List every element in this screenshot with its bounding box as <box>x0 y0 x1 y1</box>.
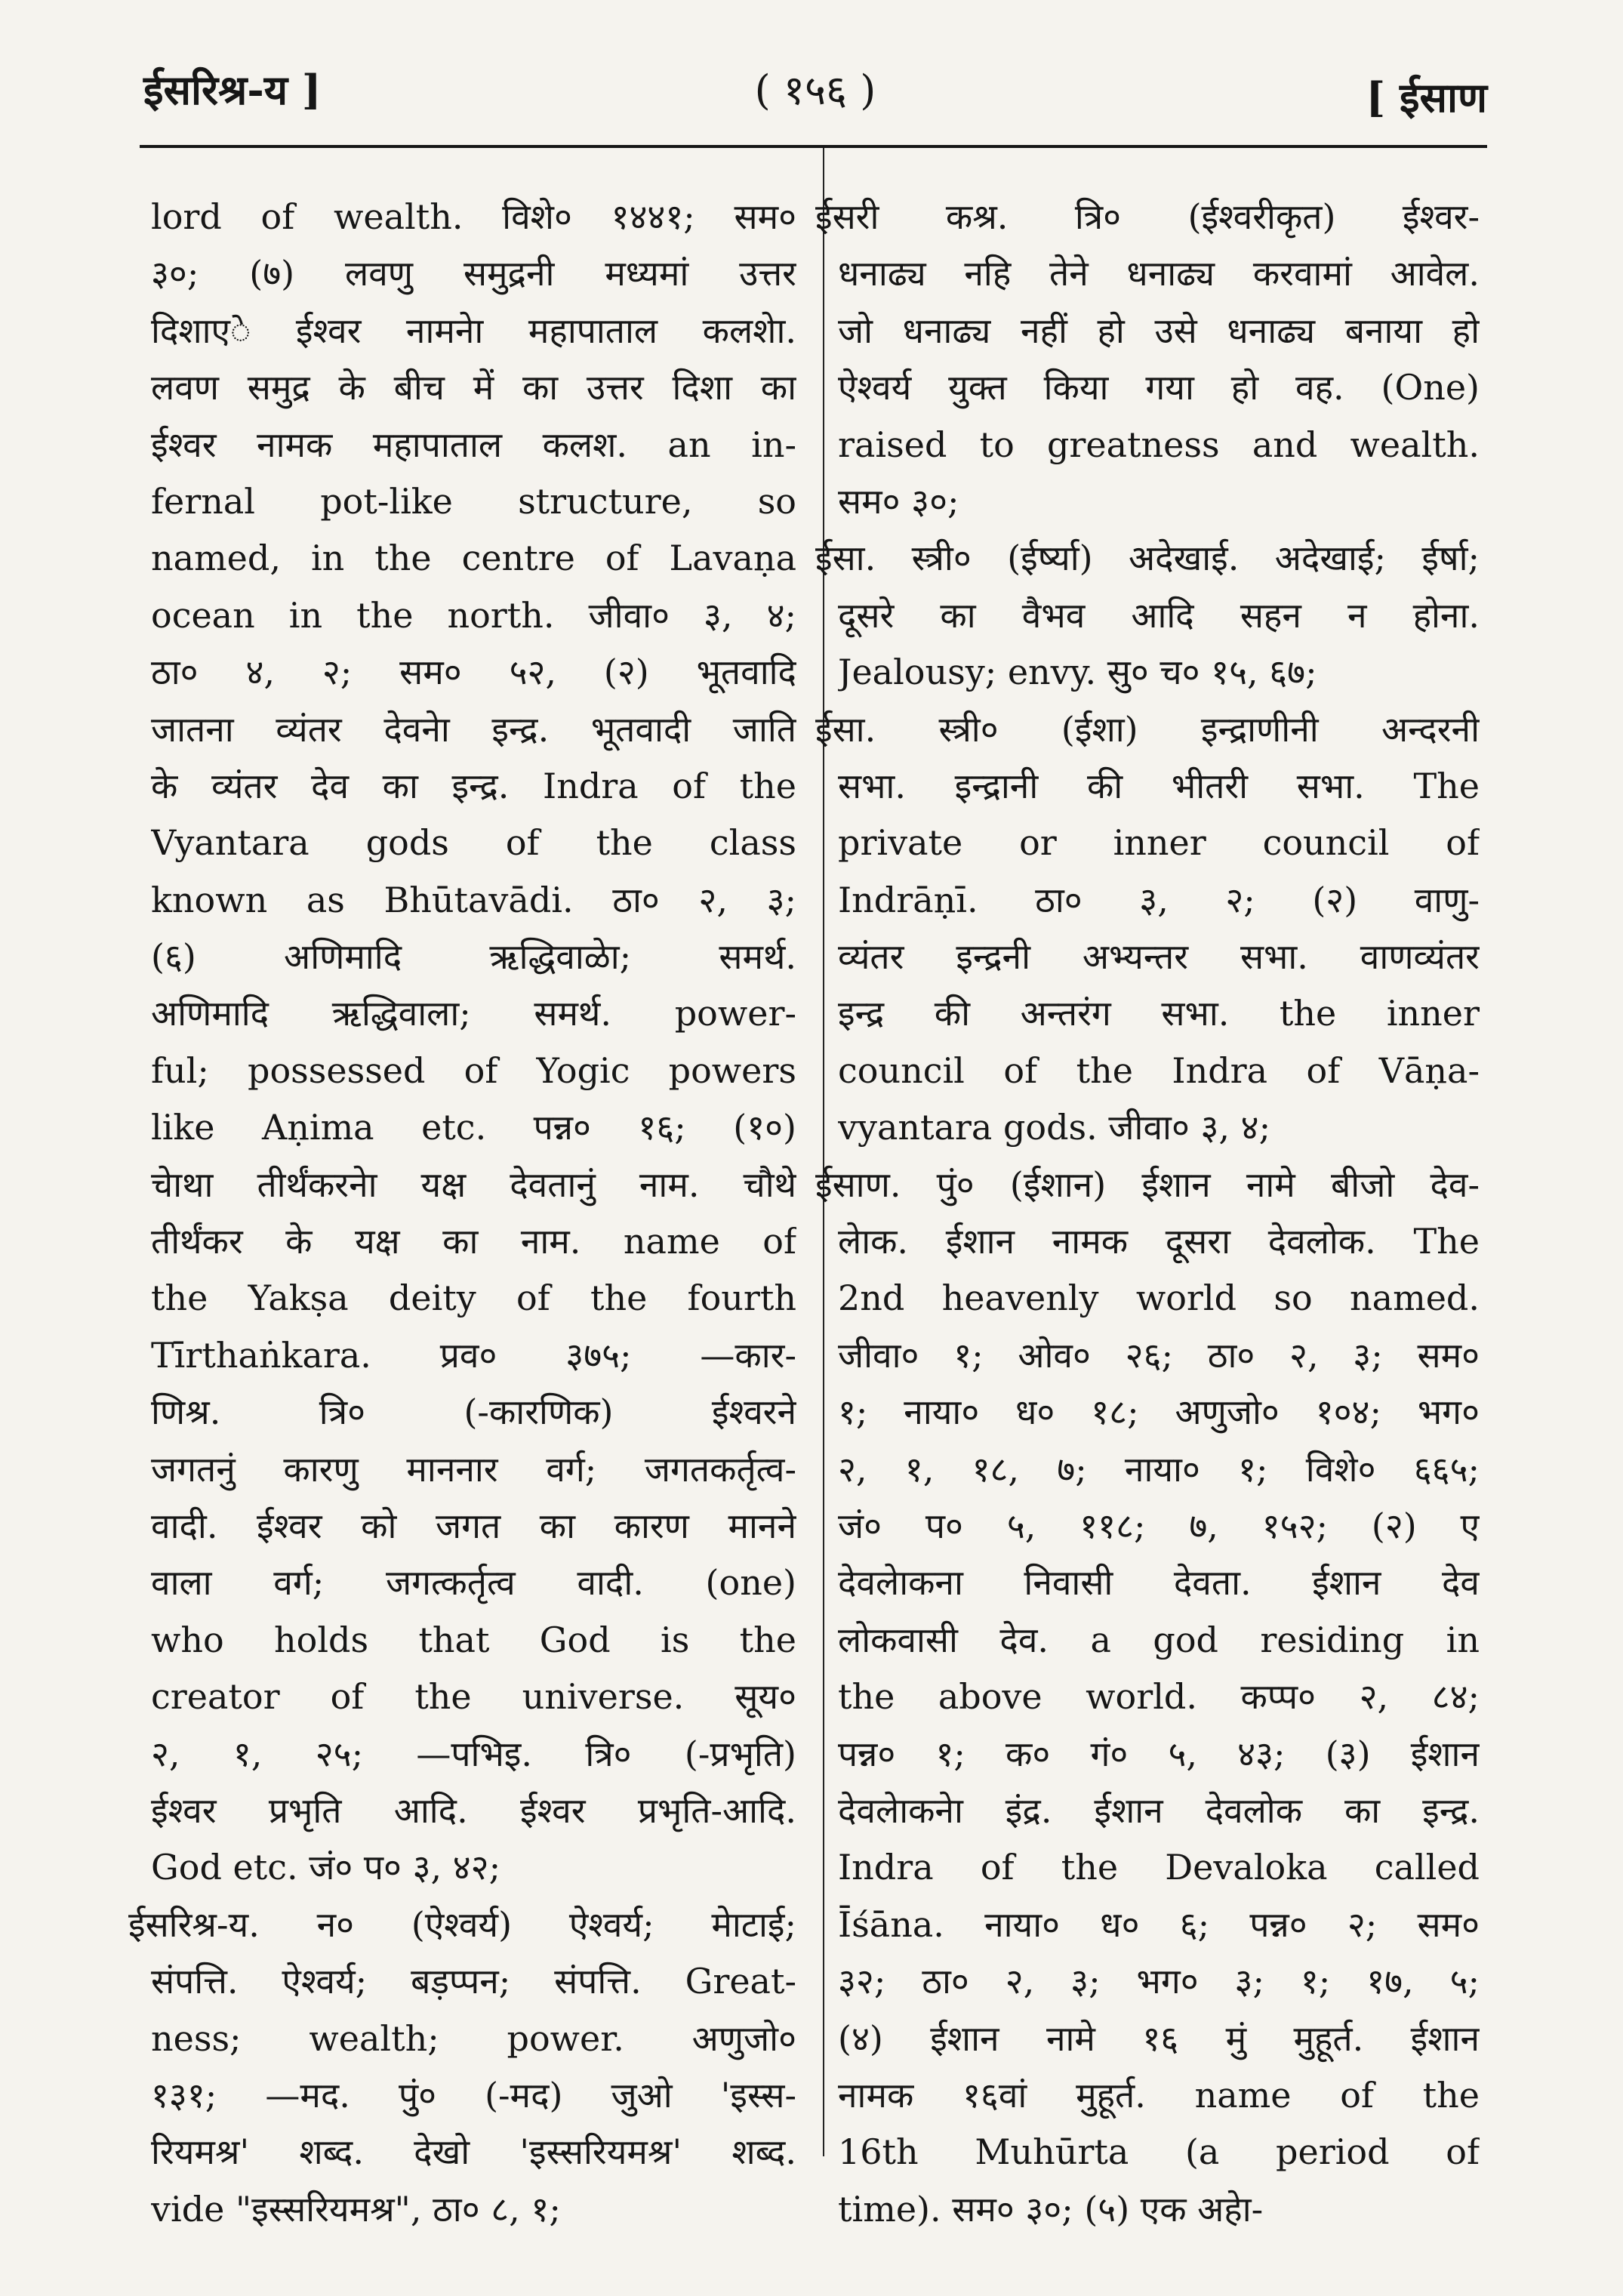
text-line: १३१; —मद. पुं० (-मद) जुओ 'इस्स- <box>151 2074 796 2116</box>
text-line: like Aṇima etc. पन्न० १६; (१०) <box>151 1107 796 1148</box>
text-line: Jealousy; envy. सु० च० १५, ६७; <box>838 652 1317 693</box>
text-line: व्यंतर इन्द्रनी अभ्यन्तर सभा. वाणव्यंतर <box>838 936 1480 978</box>
page-header <box>143 45 1487 143</box>
text-line: नामक १६वां मुहूर्त. name of the <box>838 2074 1480 2116</box>
text-line: who holds that God is the <box>151 1619 796 1660</box>
text-line: God etc. जं० प० ३, ४२; <box>151 1847 501 1888</box>
text-line: धनाढ्य नहि तेने धनाढ्य करवामां आवेल. <box>838 253 1480 294</box>
left-column <box>128 189 796 2238</box>
right-column <box>815 189 1480 2238</box>
text-line: Indrāṇī. ठा० ३, २; (२) वाणु- <box>838 879 1480 920</box>
text-line: दूसरे का वैभव आदि सहन न होना. <box>838 594 1480 636</box>
text-line: fernal pot-like structure, so <box>151 480 796 522</box>
text-line: ईश्वर प्रभृति आदि. ईश्वर प्रभृति-आदि. <box>151 1789 796 1831</box>
text-line: जगतनुं कारणु माननार वर्ग; जगतकर्तृत्व- <box>151 1448 796 1490</box>
text-line: ness; wealth; power. अणुजो० <box>151 2017 796 2059</box>
text-line: जीवा० १; ओव० २६; ठा० २, ३; सम० <box>838 1334 1480 1376</box>
text-line: अणिमादि ऋद्धिवाला; समर्थ. power- <box>151 993 796 1034</box>
text-line: इन्द्र की अन्तरंग सभा. the inner <box>838 993 1480 1034</box>
text-line: vide "इस्सरियमश्र", ठा० ८, १; <box>151 2188 561 2230</box>
text-line: ईसरी कश्र. त्रि० (ईश्वरीकृत) ईश्वर- <box>815 196 1480 237</box>
text-line: संपत्ति. ऐश्वर्य; बड़प्पन; संपत्ति. Great- <box>151 1961 796 2002</box>
text-line: ocean in the north. जीवा० ३, ४; <box>151 594 796 636</box>
text-line: णिश्र. त्रि० (-कारणिक) ईश्वरने <box>151 1391 796 1433</box>
text-line: Indra of the Devaloka called <box>838 1847 1480 1888</box>
text-line: named, in the centre of Lavaṇa <box>151 538 796 579</box>
text-line: creator of the universe. सूय० <box>151 1676 796 1718</box>
text-line: ईसाण. पुं० (ईशान) ईशान नामे बीजो देव- <box>815 1163 1480 1205</box>
text-line: २, १, १८, ७; नाया० १; विशे० ६६५; <box>838 1448 1480 1490</box>
text-line: देवलेाकनेा इंद्र. ईशान देवलोक का इन्द्र. <box>838 1789 1480 1831</box>
text-line: ऐश्वर्य युक्त किया गया हो वह. (One) <box>838 367 1480 408</box>
text-line: जं० प० ५, ११८; ७, १५२; (२) ए <box>838 1505 1480 1546</box>
text-line: देवलेाकना निवासी देवता. ईशान देव <box>838 1562 1480 1604</box>
text-line: 2nd heavenly world so named. <box>838 1277 1480 1319</box>
text-line: पन्न० १; क० गं० ५, ४३; (३) ईशान <box>838 1733 1480 1774</box>
text-line: council of the Indra of Vāṇa- <box>838 1049 1480 1091</box>
text-line: 16th Muhūrta (a period of <box>838 2131 1480 2173</box>
text-line: लेाक. ईशान नामक दूसरा देवलोक. The <box>838 1221 1480 1262</box>
text-line: ३२; ठा० २, ३; भग० ३; १; १७, ५; <box>838 1961 1480 2002</box>
text-line: private or inner council of <box>838 822 1480 864</box>
text-line: लवण समुद्र के बीच में का उत्तर दिशा का <box>151 367 796 408</box>
text-line: time). सम० ३०; (५) एक अहेा- <box>838 2188 1264 2230</box>
text-line: ईसा. स्त्री० (ईशा) इन्द्राणीनी अन्दरनी <box>815 708 1480 750</box>
text-line: के व्यंतर देव का इन्द्र. Indra of the <box>151 765 796 806</box>
text-line: known as Bhūtavādi. ठा० २, ३; <box>151 879 796 920</box>
text-line: (६) अणिमादि ऋद्धिवाळेा; समर्थ. <box>151 936 796 978</box>
header-right-guideword: [ ईसाण <box>1366 73 1487 122</box>
text-line: Vyantara gods of the class <box>151 822 796 864</box>
text-line: the Yakṣa deity of the fourth <box>151 1277 796 1319</box>
text-line: ३०; (७) लवणु समुद्रनी मध्यमां उत्तर <box>151 253 796 294</box>
text-line: दिशाएे ईश्वर नामनेा महापाताल कलशेा. <box>151 310 796 351</box>
text-line: लोकवासी देव. a god residing in <box>838 1619 1480 1660</box>
text-line: २, १, २५; —पभिइ. त्रि० (-प्रभृति) <box>151 1733 796 1774</box>
text-line: Tīrthaṅkara. प्रव० ३७५; —कार- <box>151 1334 796 1376</box>
text-line: vyantara gods. जीवा० ३, ४; <box>838 1107 1271 1148</box>
text-line: तीर्थंकर के यक्ष का नाम. name of <box>151 1221 796 1262</box>
page-number: ( १५६ ) <box>754 66 876 114</box>
text-line: वादी. ईश्वर को जगत का कारण मानने <box>151 1505 796 1546</box>
text-line: सभा. इन्द्रानी की भीतरी सभा. The <box>838 765 1480 806</box>
text-line: जातना व्यंतर देवनेा इन्द्र. भूतवादी जाति <box>151 708 796 750</box>
column-divider <box>823 148 824 2156</box>
text-line: ईसरिश्र-य. न० (ऐश्वर्य) ऐश्वर्य; मेाटाई; <box>128 1903 796 1945</box>
text-line: Īśāna. नाया० ध० ६; पन्न० २; सम० <box>838 1903 1480 1945</box>
text-line: ful; possessed of Yogic powers <box>151 1049 796 1091</box>
header-left-guideword: ईसरिश्र-य ] <box>143 66 322 114</box>
text-line: raised to greatness and wealth. <box>838 424 1480 465</box>
text-line: (४) ईशान नामे १६ मुं मुहूर्त. ईशान <box>838 2017 1480 2059</box>
text-line: सम० ३०; <box>838 480 959 522</box>
text-line: ईश्वर नामक महापाताल कलश. an in- <box>151 424 796 465</box>
text-line: the above world. कप्प० २, ८४; <box>838 1676 1480 1718</box>
text-line: रियमश्र' शब्द. देखो 'इस्सरियमश्र' शब्द. <box>151 2131 796 2173</box>
text-line: ईसा. स्त्री० (ईर्ष्या) अदेखाई. अदेखाई; ईर्षा; <box>815 538 1480 579</box>
header-rule <box>140 145 1487 148</box>
text-line: जो धनाढ्य नहीं हो उसे धनाढ्य बनाया हो <box>838 310 1480 351</box>
text-line: १; नाया० ध० १८; अणुजो० १०४; भग० <box>838 1391 1480 1433</box>
text-line: वाला वर्ग; जगत्कर्तृत्व वादी. (one) <box>151 1562 796 1604</box>
text-line: ठा० ४, २; सम० ५२, (२) भूतवादि <box>151 652 796 693</box>
text-line: चेाथा तीर्थंकरनेा यक्ष देवतानुं नाम. चौथे <box>151 1163 796 1205</box>
text-line: lord of wealth. विशे० १४४१; सम० <box>151 196 796 237</box>
